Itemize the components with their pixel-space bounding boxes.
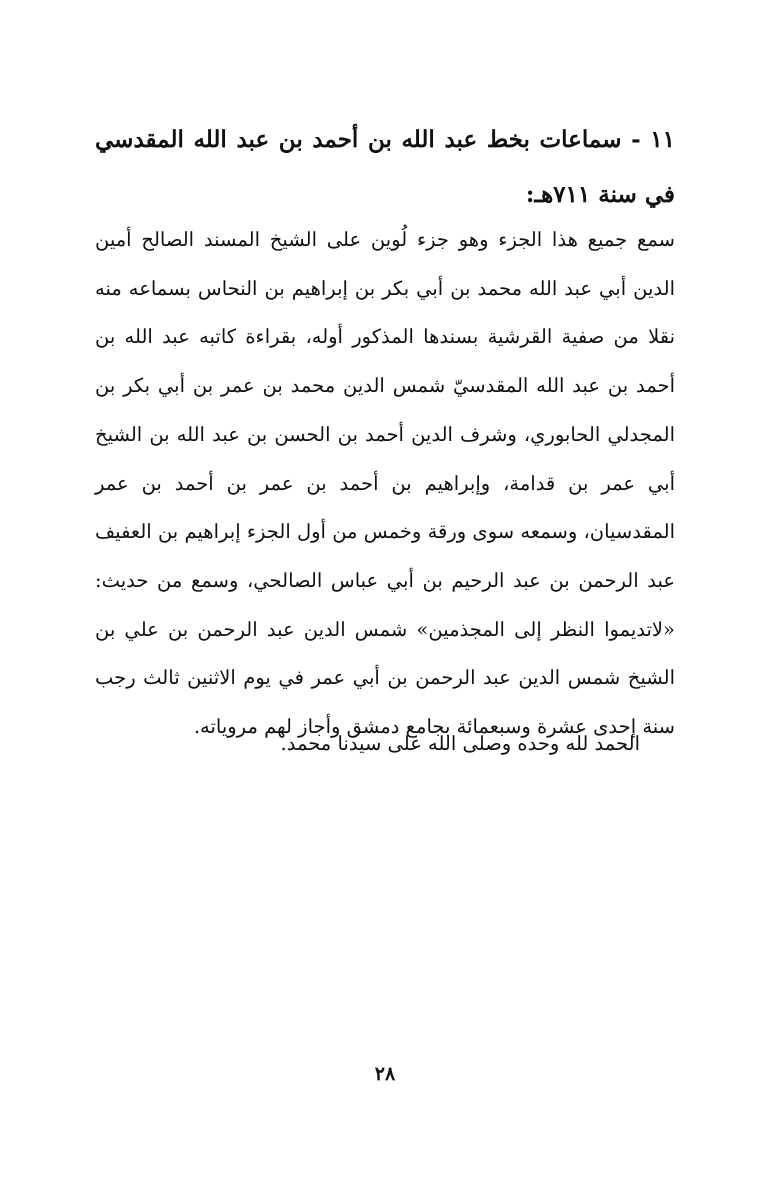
body-paragraph: سمع جميع هذا الجزء وهو جزء لُوين على الشيخ المسند الصالح أمين الدين أبي عبد الله محمد بن أبي بكر بن إبراهيم بن النحاس بسماعه منه نقلا من صفية القرشية بسندها المذكور أوله، بقراءة كاتبه عبد الله بن أحمد بن عبد الله المقدسيّ شمس الدين محمد بن عمر بن أبي بكر بن المجدلي الحابوري، وشرف الدين أحمد بن الحسن بن عبد الله بن الشيخ أبي عمر بن قدامة، وإبراهيم بن أحمد بن عمر بن أحمد بن عمر المقدسيان، وسمعه سوى ورقة وخمس من أول الجزء إبراهيم بن العفيف عبد الرحمن بن عبد الرحيم بن أبي عباس الصالحي، وسمع من حديث: «لاتديموا النظر إلى المجذمين» شمس الدين عبد الرحمن بن علي بن الشيخ شمس الدين عبد الرحمن بن أبي عمر في يوم الاثنين ثالث رجب سنة إحدى عشرة وسبعمائة بجامع دمشق وأجاز لهم مروياته.	[95, 228, 675, 739]
closing-line: الحمد لله وحده وصلى الله على سيدنا محمد.	[280, 732, 640, 755]
page-number: ٢٨	[374, 1063, 396, 1085]
section-heading: ١١ - سماعات بخط عبد الله بن أحمد بن عبد الله المقدسي في سنة ٧١١هـ:	[95, 126, 675, 208]
